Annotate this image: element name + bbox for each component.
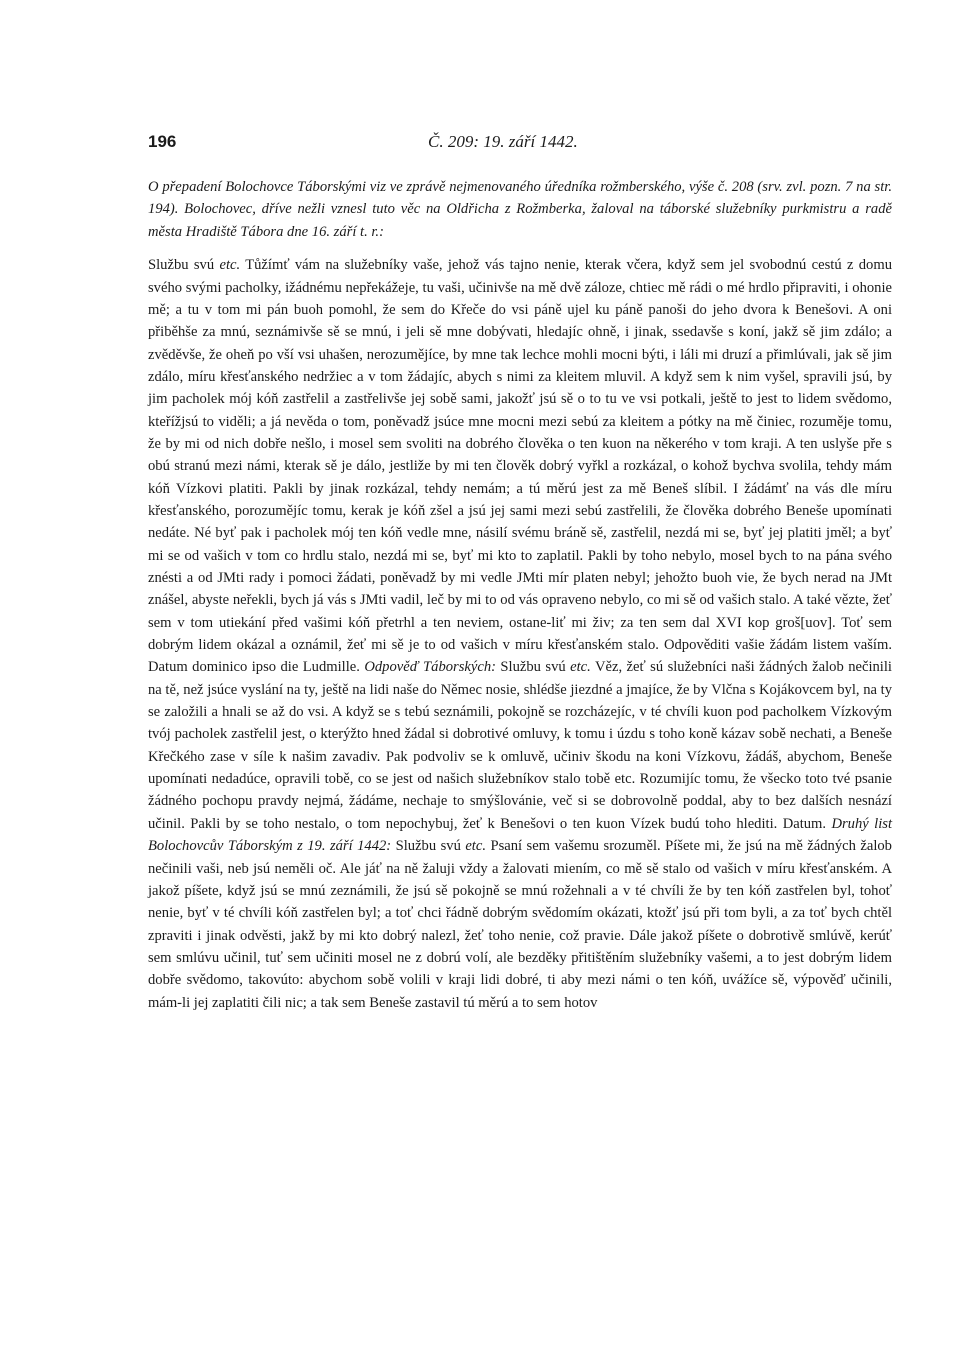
regest-paragraph: O přepadení Bolochovce Táborskými viz ve zprávě nejmenovaného úředníka rožmberského, výše č. 208 (srv. zvl. pozn. 7 na str. 194). Bolochovec, dříve nežli vznesl tuto věc na Oldřicha z Rožmberka, žaloval na táborské služebníky purkmistru a radě města Hradiště Tábora dne 16. září t. r.: bbox=[148, 179, 892, 240]
page-number: 196 bbox=[148, 132, 177, 151]
letter-2-text-b: Psaní sem vašemu srozuměl. Píšete mi, že jsú na mě žádných žalob nečinili vaši, neb jsú neměli oč. Ale jáť na ně žaluji vždy a žalovati miením, co mě sě stalo od vašich v míru křesťanském. A jakož píšete, když jsú se mnú zeznámili, že jsú sě pokojně se mnú rožehnali a v té chvíli že by ten kóň zastřelen byl, tohoť nenie, byť v té chvíli kóň zastřelen byl; a toť chci řádně dobrým svědomím okázati, ktožť jsú při tom byli, a za toť bych chtěl zpraviti i jinak odvěsti, jakž by mi kto dobrý nalezl, žeť toho nenie, což pravie. Dále jakož píšete o dobrotivě smlúvě, kerúť sem smlúvu učinil, tuť sem učiniti mosel ne z dobrú volí, ale bezděky přitištěním služebníky vašemi, a to jest dobrým lidem dobře svědomo, takovúto: abychom sobě volili v kraji lidi dobré, ti aby mezi námi o ten kóň, uvážíce sě, výpověď učinili, mám-li jej zaplatiti čili nic; a tak sem Beneše zastavil tú měrú a to sem hotov bbox=[148, 838, 892, 1011]
reply-1-text-b: Věz, žeť sú služebníci naši žádných žalob nečinili na tě, než jsúce vyslání na ty, ještě na lidi naše do Němec nosie, shlédše jiezdné a jmajíce, že by Vlčna s Kojákovcem byl, na ty se založili a hnali se až do vsi. A když se s tebú seznámili, pokojně se rozcházejíc, v té chvíli kuon pod pacholkem Vízkovým tvój pacholek zastřelil jest, o kterýžto hned žádal si dobrotivé omluvy, k tomu i úzdu s toho koně kázav sobě nechati, a Beneše Křečkého zase v síle k našim zavadiv. Pak podvoliv se k omluvě, učiniv škodu na koni Vízkovu, žádáš, abychom, Beneše upomínati nedadúce, opravili tobě, co se jest od našich služebníkov stalo tobě etc. Rozumijíc tomu, že všecko toto tvé psanie žádného pochopu pravdy nejmá, žádáme, nechaje to smýšlovánie, več si se dobrovolně poddal, aby to bez dalších nesnází učinil. Pakli by se toho nestalo, o tom nepochybuj, žeť k Benešovi o ten kuon Vízek budú toho hlediti. Datum. bbox=[148, 659, 892, 832]
reply-1-etc: etc. bbox=[570, 659, 591, 676]
page-header bbox=[148, 132, 892, 158]
document-body bbox=[148, 254, 892, 1014]
reply-1-heading: Odpověď Táborských: bbox=[364, 659, 496, 676]
letter-2-etc: etc. bbox=[465, 838, 486, 855]
running-head: Č. 209: 19. září 1442. bbox=[428, 132, 578, 151]
letter-1-text-b: Tůžímť vám na služebníky vaše, jehož vás tajno nenie, kterak včera, když sem jel svobodnú cestú z domu svého svými pacholky, ižádnému nepřekážeje, tu vaši, učinivše na mě dvě záloze, chtiec mě rádi o mé hrdlo připraviti, i ohonie mě; a tu v tom mi pán buoh pomohl, že sem do Křeče do vsi páně ujel ku páně panoši do jeho dvora k Benešovi. A oni přiběhše za mnú, seznámivše sě se mnú, i jeli sě mne dobývati, hledajíc ohně, i jinak, ssedavše s koní, jakž sě jim zdálo; a zvěděvše, že oheň po vší vsi uhašen, nerozumějíce, by mne tak lechce mohli mocni býti, i láli mi druzí a přimlúvali, jak sě jim zdálo, míru křesťanského nedržiec a v tom žádajíc, abych s nimi za kleitem mluvil. A když sem k nim vyšel, spravili jsú, by jim pacholek mój kóň zastřelil a zastřelivše jej sobě sami, jakožť jsú sě o to tu ve vsi potkali, ještě to jest to lidem svědomo, kteřížjsú to viděli; a já nevěda o tom, poněvadž jsúce mne mocni mezi sebú za kleitem a pótky na mě činiec, rozuměje tomu, že by mi od nich dobře nešlo, i mosel sem svoliti na dobrého člověka o ten kuon na někerého v tom kraji. A ten uslyše pře s obú stranú mezi námi, kterak sě je dálo, jestliže by mi ten člověk dobrý vyřkl a rozkázal, o kohož bychva svolila, tehdy mám kóň Vízkovi platiti. Pakli by jinak rozkázal, tehdy nemám; a tú měrú jest za mě Beneš slíbil. I žádámť na vás dle míru křesťanského, porozumějíc tomu, kerak je kóň zšel a jsú jej sami mezi sebú zastřelili, že člověka dobrého Beneše upomínati nedáte. Né byť pak i pacholek mój ten kóň vedle mne, násilí svému bráně sě, zastřelil, nezdá mi se, byť jej platiti jměl; a byť mi se od vašich v tom co hrdlu stalo, nezdá mi se, byť mi kto to zaplatil. Pakli by toho nebylo, mosel bych to na pána svého znésti a od JMti rady i pomoci žádati, poněvadž by mi vedle JMti mír platen nebyl; jehožto buoh vie, že bych nerad na JMt znášel, abyste neřekli, bych já vás s JMti vadil, leč by mi to od vás opraveno nebylo, co mi sě od vašich stalo. A také vězte, žeť sem v tom utiekání před vašimi kóň přetrhl a ten neviem, ostane-liť mi živ; za ten sem dal XVI kop groš[uov]. Toť sem dobrým lidem okázal a oznámil, žeť mi sě je to od vašich v míru křesťanském stalo. Odpověditi vašie žádám listem vaším. Datum dominico ipso die Ludmille. bbox=[148, 257, 893, 676]
reply-1-text-a: Službu svú bbox=[495, 659, 571, 676]
page bbox=[148, 132, 892, 1014]
letter-2-heading: Druhý list Bolochovcův Táborským z 19. září 1442: bbox=[148, 815, 893, 855]
letter-1-etc: etc. bbox=[219, 257, 241, 274]
letter-2-text-a: Službu svú bbox=[391, 838, 466, 855]
letter-1-text-a: Službu svú bbox=[148, 257, 220, 274]
